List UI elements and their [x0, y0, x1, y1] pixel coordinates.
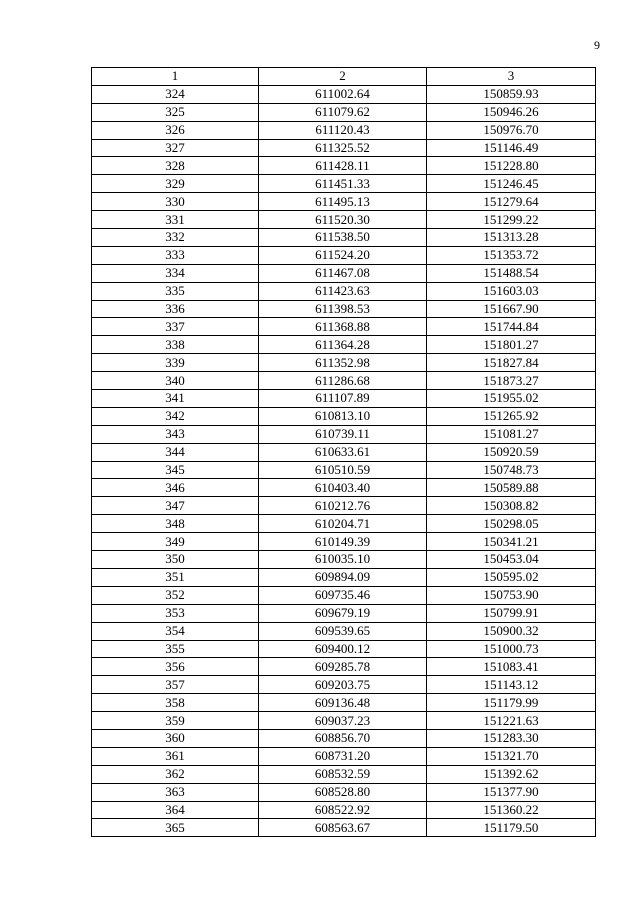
y-coordinate-cell: 151299.22: [427, 211, 596, 229]
table-row: [92, 640, 596, 658]
point-number-cell: 336: [92, 300, 259, 318]
x-coordinate-cell: 611524.20: [259, 246, 427, 264]
point-number-cell: 365: [92, 819, 259, 837]
table-row: [92, 551, 596, 569]
x-coordinate-cell: 611286.68: [259, 372, 427, 390]
point-number-cell: 362: [92, 765, 259, 783]
point-number-cell: 358: [92, 694, 259, 712]
y-coordinate-cell: 151955.02: [427, 390, 596, 408]
table-row: [92, 175, 596, 193]
x-coordinate-cell: 611325.52: [259, 139, 427, 157]
table-row: [92, 515, 596, 533]
point-number-cell: 331: [92, 211, 259, 229]
x-coordinate-cell: 609203.75: [259, 676, 427, 694]
x-coordinate-cell: 610739.11: [259, 425, 427, 443]
x-coordinate-cell: 611538.50: [259, 229, 427, 247]
y-coordinate-cell: 150859.93: [427, 85, 596, 103]
y-coordinate-cell: 151283.30: [427, 729, 596, 747]
x-coordinate-cell: 608856.70: [259, 729, 427, 747]
point-number-cell: 344: [92, 443, 259, 461]
table-row: [92, 193, 596, 211]
table-row: [92, 765, 596, 783]
table-row: [92, 372, 596, 390]
table-row: [92, 801, 596, 819]
table-row: [92, 300, 596, 318]
table-row: [92, 336, 596, 354]
y-coordinate-cell: 151353.72: [427, 246, 596, 264]
y-coordinate-cell: 151265.92: [427, 407, 596, 425]
point-number-cell: 353: [92, 604, 259, 622]
point-number-cell: 364: [92, 801, 259, 819]
table-row: [92, 264, 596, 282]
point-number-cell: 342: [92, 407, 259, 425]
table-row: [92, 121, 596, 139]
table-row: [92, 443, 596, 461]
x-coordinate-cell: 609037.23: [259, 712, 427, 730]
table-header: [92, 68, 596, 86]
point-number-cell: 363: [92, 783, 259, 801]
table-row: [92, 676, 596, 694]
point-number-cell: 330: [92, 193, 259, 211]
y-coordinate-cell: 150308.82: [427, 497, 596, 515]
table-row: [92, 318, 596, 336]
table-row: [92, 497, 596, 515]
x-coordinate-cell: 610212.76: [259, 497, 427, 515]
x-coordinate-cell: 609136.48: [259, 694, 427, 712]
x-coordinate-cell: 609400.12: [259, 640, 427, 658]
table-row: [92, 246, 596, 264]
y-coordinate-cell: 151667.90: [427, 300, 596, 318]
point-number-cell: 329: [92, 175, 259, 193]
table-row: [92, 729, 596, 747]
point-number-cell: 351: [92, 568, 259, 586]
y-coordinate-cell: 150753.90: [427, 586, 596, 604]
x-coordinate-cell: 610204.71: [259, 515, 427, 533]
column-header-3: 3: [427, 68, 596, 86]
y-coordinate-cell: 150341.21: [427, 533, 596, 551]
header-row: [92, 68, 596, 86]
point-number-cell: 343: [92, 425, 259, 443]
point-number-cell: 357: [92, 676, 259, 694]
y-coordinate-cell: 151827.84: [427, 354, 596, 372]
y-coordinate-cell: 150976.70: [427, 121, 596, 139]
x-coordinate-cell: 609894.09: [259, 568, 427, 586]
column-header-1: 1: [92, 68, 259, 86]
y-coordinate-cell: 151392.62: [427, 765, 596, 783]
table-row: [92, 354, 596, 372]
x-coordinate-cell: 608731.20: [259, 747, 427, 765]
y-coordinate-cell: 151179.50: [427, 819, 596, 837]
point-number-cell: 352: [92, 586, 259, 604]
x-coordinate-cell: 611451.33: [259, 175, 427, 193]
table-body: [92, 85, 596, 836]
point-number-cell: 347: [92, 497, 259, 515]
table-row: [92, 783, 596, 801]
coordinates-table: [91, 67, 596, 837]
y-coordinate-cell: 151083.41: [427, 658, 596, 676]
x-coordinate-cell: 610149.39: [259, 533, 427, 551]
x-coordinate-cell: 610035.10: [259, 551, 427, 569]
x-coordinate-cell: 609679.19: [259, 604, 427, 622]
point-number-cell: 355: [92, 640, 259, 658]
table-row: [92, 103, 596, 121]
x-coordinate-cell: 611352.98: [259, 354, 427, 372]
point-number-cell: 327: [92, 139, 259, 157]
x-coordinate-cell: 611398.53: [259, 300, 427, 318]
table-row: [92, 282, 596, 300]
x-coordinate-cell: 609735.46: [259, 586, 427, 604]
y-coordinate-cell: 151146.49: [427, 139, 596, 157]
table-row: [92, 747, 596, 765]
x-coordinate-cell: 611364.28: [259, 336, 427, 354]
point-number-cell: 338: [92, 336, 259, 354]
point-number-cell: 334: [92, 264, 259, 282]
table-row: [92, 390, 596, 408]
x-coordinate-cell: 611495.13: [259, 193, 427, 211]
point-number-cell: 324: [92, 85, 259, 103]
point-number-cell: 346: [92, 479, 259, 497]
point-number-cell: 359: [92, 712, 259, 730]
y-coordinate-cell: 151321.70: [427, 747, 596, 765]
x-coordinate-cell: 611520.30: [259, 211, 427, 229]
table-row: [92, 819, 596, 837]
column-header-2: 2: [259, 68, 427, 86]
table-row: [92, 479, 596, 497]
point-number-cell: 354: [92, 622, 259, 640]
table-row: [92, 533, 596, 551]
y-coordinate-cell: 151246.45: [427, 175, 596, 193]
y-coordinate-cell: 150799.91: [427, 604, 596, 622]
point-number-cell: 337: [92, 318, 259, 336]
y-coordinate-cell: 150595.02: [427, 568, 596, 586]
y-coordinate-cell: 151000.73: [427, 640, 596, 658]
point-number-cell: 332: [92, 229, 259, 247]
x-coordinate-cell: 610403.40: [259, 479, 427, 497]
table-row: [92, 407, 596, 425]
table-row: [92, 425, 596, 443]
x-coordinate-cell: 611120.43: [259, 121, 427, 139]
x-coordinate-cell: 611368.88: [259, 318, 427, 336]
table-row: [92, 229, 596, 247]
y-coordinate-cell: 151801.27: [427, 336, 596, 354]
y-coordinate-cell: 151313.28: [427, 229, 596, 247]
y-coordinate-cell: 151377.90: [427, 783, 596, 801]
x-coordinate-cell: 610510.59: [259, 461, 427, 479]
point-number-cell: 348: [92, 515, 259, 533]
point-number-cell: 328: [92, 157, 259, 175]
x-coordinate-cell: 608532.59: [259, 765, 427, 783]
table-row: [92, 694, 596, 712]
table-row: [92, 461, 596, 479]
point-number-cell: 341: [92, 390, 259, 408]
y-coordinate-cell: 151873.27: [427, 372, 596, 390]
x-coordinate-cell: 611467.08: [259, 264, 427, 282]
y-coordinate-cell: 150748.73: [427, 461, 596, 479]
point-number-cell: 361: [92, 747, 259, 765]
table-row: [92, 604, 596, 622]
x-coordinate-cell: 608522.92: [259, 801, 427, 819]
y-coordinate-cell: 150298.05: [427, 515, 596, 533]
x-coordinate-cell: 611079.62: [259, 103, 427, 121]
x-coordinate-cell: 608563.67: [259, 819, 427, 837]
y-coordinate-cell: 150589.88: [427, 479, 596, 497]
y-coordinate-cell: 151081.27: [427, 425, 596, 443]
x-coordinate-cell: 611002.64: [259, 85, 427, 103]
x-coordinate-cell: 610813.10: [259, 407, 427, 425]
x-coordinate-cell: 610633.61: [259, 443, 427, 461]
point-number-cell: 340: [92, 372, 259, 390]
table-row: [92, 658, 596, 676]
point-number-cell: 356: [92, 658, 259, 676]
x-coordinate-cell: 611423.63: [259, 282, 427, 300]
y-coordinate-cell: 151228.80: [427, 157, 596, 175]
y-coordinate-cell: 151221.63: [427, 712, 596, 730]
point-number-cell: 325: [92, 103, 259, 121]
x-coordinate-cell: 609539.65: [259, 622, 427, 640]
point-number-cell: 335: [92, 282, 259, 300]
x-coordinate-cell: 611107.89: [259, 390, 427, 408]
table-row: [92, 622, 596, 640]
y-coordinate-cell: 151603.03: [427, 282, 596, 300]
point-number-cell: 333: [92, 246, 259, 264]
y-coordinate-cell: 151143.12: [427, 676, 596, 694]
x-coordinate-cell: 608528.80: [259, 783, 427, 801]
point-number-cell: 349: [92, 533, 259, 551]
x-coordinate-cell: 611428.11: [259, 157, 427, 175]
point-number-cell: 339: [92, 354, 259, 372]
y-coordinate-cell: 151488.54: [427, 264, 596, 282]
table-row: [92, 712, 596, 730]
point-number-cell: 360: [92, 729, 259, 747]
page-number: 9: [594, 38, 600, 52]
table-row: [92, 586, 596, 604]
point-number-cell: 326: [92, 121, 259, 139]
point-number-cell: 350: [92, 551, 259, 569]
y-coordinate-cell: 151279.64: [427, 193, 596, 211]
y-coordinate-cell: 151360.22: [427, 801, 596, 819]
table-row: [92, 568, 596, 586]
table-row: [92, 157, 596, 175]
table-row: [92, 85, 596, 103]
table-row: [92, 139, 596, 157]
table-row: [92, 211, 596, 229]
y-coordinate-cell: 151179.99: [427, 694, 596, 712]
y-coordinate-cell: 151744.84: [427, 318, 596, 336]
y-coordinate-cell: 150946.26: [427, 103, 596, 121]
x-coordinate-cell: 609285.78: [259, 658, 427, 676]
y-coordinate-cell: 150920.59: [427, 443, 596, 461]
point-number-cell: 345: [92, 461, 259, 479]
y-coordinate-cell: 150453.04: [427, 551, 596, 569]
y-coordinate-cell: 150900.32: [427, 622, 596, 640]
